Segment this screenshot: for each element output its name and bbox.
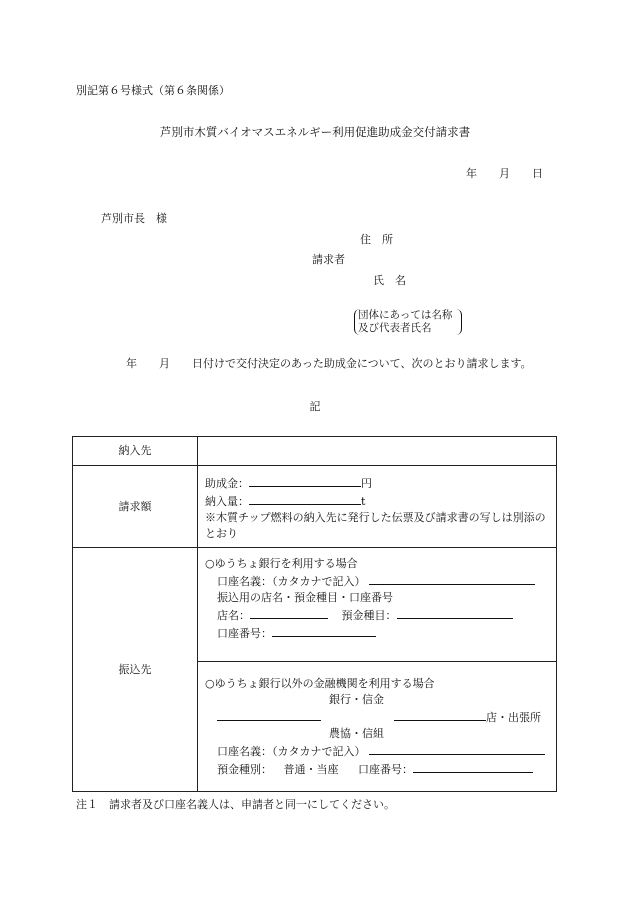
other-bank-cell	[198, 662, 557, 792]
yucho-holder-row	[205, 572, 549, 590]
branch-name-input-line[interactable]	[394, 708, 486, 721]
yucho-type-input-line[interactable]	[397, 606, 513, 619]
footnote: 注１ 請求者及び口座名義人は、申請者と同一にしてください。	[76, 798, 395, 811]
quantity-label: 納入量：	[205, 495, 249, 508]
other-account-input-line[interactable]	[413, 760, 533, 773]
requester-label: 請求者	[312, 253, 345, 266]
amount-cell	[198, 466, 557, 548]
attachment-note: ※木質チップ燃料の納入先に発行した伝票及び請求書の写しは別添のとおり	[205, 511, 546, 540]
request-table	[72, 436, 557, 792]
delivery-label: 納入先	[73, 437, 198, 466]
addressee: 芦別市長 様	[101, 212, 167, 225]
amount-label: 請求額	[73, 466, 198, 548]
subsidy-unit: 円	[361, 477, 372, 490]
group-note: 団体にあっては名称及び代表者氏名	[354, 309, 462, 335]
quantity-unit: t	[361, 495, 366, 508]
yucho-holder-input-line[interactable]	[369, 572, 535, 585]
address-label: 住 所	[360, 233, 393, 246]
bank-branch-row	[205, 708, 549, 726]
yucho-branch-input-line[interactable]	[250, 606, 328, 619]
ki-heading: 記	[309, 400, 321, 413]
yucho-branch-row	[205, 606, 549, 624]
other-account-label: 口座番号：	[358, 763, 413, 776]
subsidy-row	[205, 474, 549, 492]
form-reference: 別記第６号様式（第６条関係）	[76, 84, 230, 97]
quantity-row	[205, 492, 549, 510]
other-account-row	[205, 760, 549, 778]
yucho-holder-label: 口座名義：（カタカナで記入）	[217, 575, 366, 588]
date-line: 年 月 日	[466, 167, 543, 180]
yucho-account-input-line[interactable]	[272, 624, 376, 637]
deposit-type-options[interactable]: 普通・当座	[283, 763, 339, 776]
yucho-branch-label: 店名：	[217, 609, 250, 622]
quantity-input-line[interactable]	[249, 492, 361, 505]
other-holder-input-line[interactable]	[369, 742, 545, 755]
other-holder-row	[205, 742, 549, 760]
delivery-field[interactable]	[198, 437, 557, 466]
document-title: 芦別市木質バイオマスエネルギー利用促進助成金交付請求書	[159, 125, 471, 139]
yucho-cell	[198, 548, 557, 662]
bank-types: 銀行・信金	[329, 693, 384, 706]
transfer-label: 振込先	[73, 548, 198, 792]
yucho-type-label: 預金種目：	[341, 609, 397, 622]
subsidy-input-line[interactable]	[249, 474, 361, 487]
branch-types: 店・出張所	[486, 711, 541, 724]
yucho-account-row	[205, 624, 549, 642]
name-label: 氏 名	[373, 274, 406, 287]
request-statement: 年 月 日付けで交付決定のあった助成金について、次のとおり請求します。	[126, 357, 532, 370]
agri-types: 農協・信組	[329, 727, 384, 740]
other-holder-label: 口座名義：（カタカナで記入）	[217, 745, 366, 758]
yucho-heading: ○ゆうちょ銀行を利用する場合	[205, 557, 358, 570]
deposit-type-label: 預金種別：	[217, 763, 272, 776]
other-heading: ○ゆうちょ銀行以外の金融機関を利用する場合	[205, 677, 435, 690]
yucho-account-label: 口座番号：	[217, 627, 272, 640]
subsidy-label: 助成金：	[205, 477, 249, 490]
yucho-info-label: 振込用の店名・預金種目・口座番号	[217, 591, 393, 604]
bank-name-input-line[interactable]	[217, 708, 321, 721]
